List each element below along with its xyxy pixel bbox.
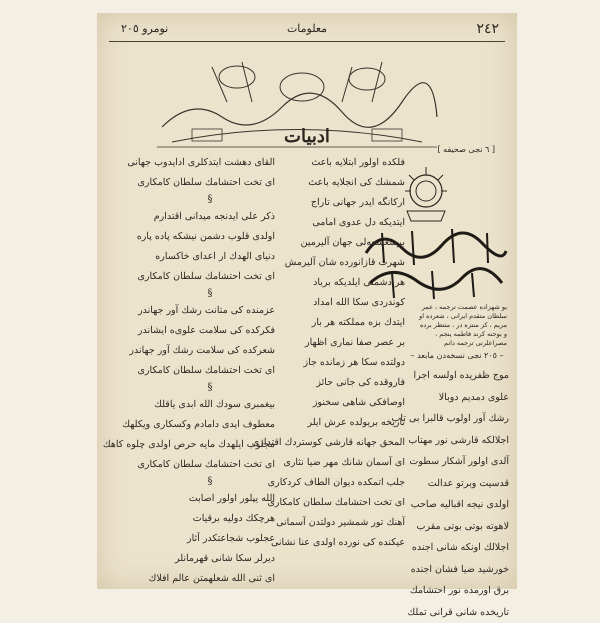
poem-line: عجلوب شجاعتکدر آثار bbox=[145, 529, 275, 549]
poem-line: موج ظفریده اولسه اجرا bbox=[405, 365, 509, 387]
page-header bbox=[109, 19, 505, 42]
poem-line: هرچکك دولیه برقیات bbox=[145, 509, 275, 529]
poem-line: جلب اتمکده دیوان الطاف کردکاری bbox=[275, 473, 405, 493]
stanza-separator: § bbox=[145, 381, 275, 395]
introduction-note: بو شهزاده عصمت ترجمه ، عمر سلطان متقدم ایرانی ، شعرده او مریم ، کز منتزه در ، منتظر برده و بوحنه کرند فاطمه پنجم ، مصراعلرنی ترجمه دانم bbox=[417, 303, 507, 348]
poem-line: بیغمبری سودك الله ابدی یاقلك bbox=[145, 395, 275, 415]
poem-line: بر عصر صفا نماری اظهار bbox=[275, 333, 405, 353]
poem-line: تاریخه بریولده عرش ایلر bbox=[275, 413, 405, 433]
page-number: ٢٤٢ bbox=[476, 21, 499, 37]
poem-line: اوصافکی شاهی سخنوز bbox=[275, 393, 405, 413]
poem-line: المحق جهانه قارشی کوستردك اقتداری bbox=[275, 433, 405, 453]
poem-line: برشعشعه‌لی جهان آلیرمین bbox=[275, 233, 405, 253]
poem-line: شعرکده کی سلامت رشك آور جهاندر bbox=[145, 341, 275, 361]
poem-line: ای تخت احتشامك سلطان کامکاری bbox=[275, 493, 405, 513]
poem-line: خورشید ضیا فشان اجنده bbox=[405, 559, 509, 581]
poem-column-c bbox=[405, 365, 509, 623]
poem-line: دنیای الهدك ار اعدای خاکساره bbox=[145, 247, 275, 267]
poem-line: شمشك كى انجلايه باعث bbox=[275, 173, 405, 193]
poem-line: القای دهشت ایتدکلری ادايدوب جهانی bbox=[145, 153, 275, 173]
poem-line: عزمنده کی متانت رشك آور جهاندر bbox=[145, 301, 275, 321]
poem-line: ایتدك بزه مملکته هر بار bbox=[275, 313, 405, 333]
poem-line: فکرکده کی سلامت علوی‌ه ایشاندر bbox=[145, 321, 275, 341]
poem-line: تاریخده شانی قرانی تملك bbox=[405, 602, 509, 623]
poem-line: الله یپلور اولور اصابت bbox=[145, 489, 275, 509]
poem-line: فاروقده کی جانی حائز bbox=[275, 373, 405, 393]
poem-line: مجلوب ایلهدك مایه حرص اولدی چلوه کاهك bbox=[145, 435, 275, 455]
poem-line: ای ثنی الله شعلهمتن عالم افلاك bbox=[145, 569, 275, 589]
poem-line: ای تخت احتشامك سلطان کامکاری bbox=[145, 173, 275, 193]
poem-line: لاهوته بوتی بوتی مقرب bbox=[405, 516, 509, 538]
poem-line: اولدی نیجه اقبالیه صاحب bbox=[405, 494, 509, 516]
poem-line: اجلالك اونکه شانی اجنده bbox=[405, 537, 509, 559]
number-line: – ٢٠٥ نجی نسخه‌دن مابعد – bbox=[405, 351, 509, 360]
poem-line: ای تخت احتشامك سلطان کامکاری bbox=[145, 455, 275, 475]
poem-line: برق اورمده نور احتشامك bbox=[405, 580, 509, 602]
ottoman-coat-of-arms-emblem bbox=[397, 163, 455, 227]
poem-line: ای تخت احتشامك سلطان کامکاری bbox=[145, 267, 275, 287]
poem-line: ای تخت احتشامك سلطان کامکاری bbox=[145, 361, 275, 381]
poem-line: اجلالکه قارشی نور مهتاب bbox=[405, 430, 509, 452]
header-title: معلومات bbox=[287, 22, 327, 35]
section-title: ادبيات bbox=[97, 126, 517, 147]
poem-column-a bbox=[275, 153, 405, 553]
issue-number: نومرو ٢٠٥ bbox=[121, 22, 168, 35]
poem-line: هر دشمنی ایلدیکه برباد bbox=[275, 273, 405, 293]
poem-line: قدسیت وبرتو عدالت bbox=[405, 473, 509, 495]
poem-line: معطوف ایدی دامادم وکسکاری ویکلهك bbox=[145, 415, 275, 435]
poem-line: دیرلر سکا شانی قهرمانلر bbox=[145, 549, 275, 569]
poem-line: آهنك تور شمشیر دولتدن آسمانی bbox=[275, 513, 405, 533]
journal-page bbox=[97, 13, 517, 589]
poem-line: رشك آور اولوب قالبرا بی تاب bbox=[405, 408, 509, 430]
poem-line: شهرت قازانورده شان آلیرمش bbox=[275, 253, 405, 273]
poem-line: اولدی قلوب دشمن نیشکه پاده پاره bbox=[145, 227, 275, 247]
poem-line: آلدی اولور آشکار سطوت bbox=[405, 451, 509, 473]
stanza-separator: § bbox=[145, 287, 275, 301]
reference-note: [ ٦ نجی صحیفه ] bbox=[438, 145, 495, 154]
poem-line: ارکانگه ایدر جهانی تاراج bbox=[275, 193, 405, 213]
poem-line: ذکر علی ایدنجه میدانی اقتدارم bbox=[145, 207, 275, 227]
poem-line: کوندردی سکا الله امداد bbox=[275, 293, 405, 313]
poem-line: فلکده اولور ابتلایه باعث bbox=[275, 153, 405, 173]
poem-line: ایتدیکه دل عدوی امامی bbox=[275, 213, 405, 233]
stanza-separator: § bbox=[145, 475, 275, 489]
poem-line: دولتده سکا هر زمانده جاز bbox=[275, 353, 405, 373]
stanza-separator: § bbox=[145, 193, 275, 207]
poem-column-b bbox=[145, 153, 275, 589]
poem-line: علوی دمدیم دوبالا bbox=[405, 387, 509, 409]
poem-line: ای آسمان شانك مهر ضیا نثاری bbox=[275, 453, 405, 473]
poem-line: عیکنده کی نورده اولدی عنا نشانی bbox=[275, 533, 405, 553]
